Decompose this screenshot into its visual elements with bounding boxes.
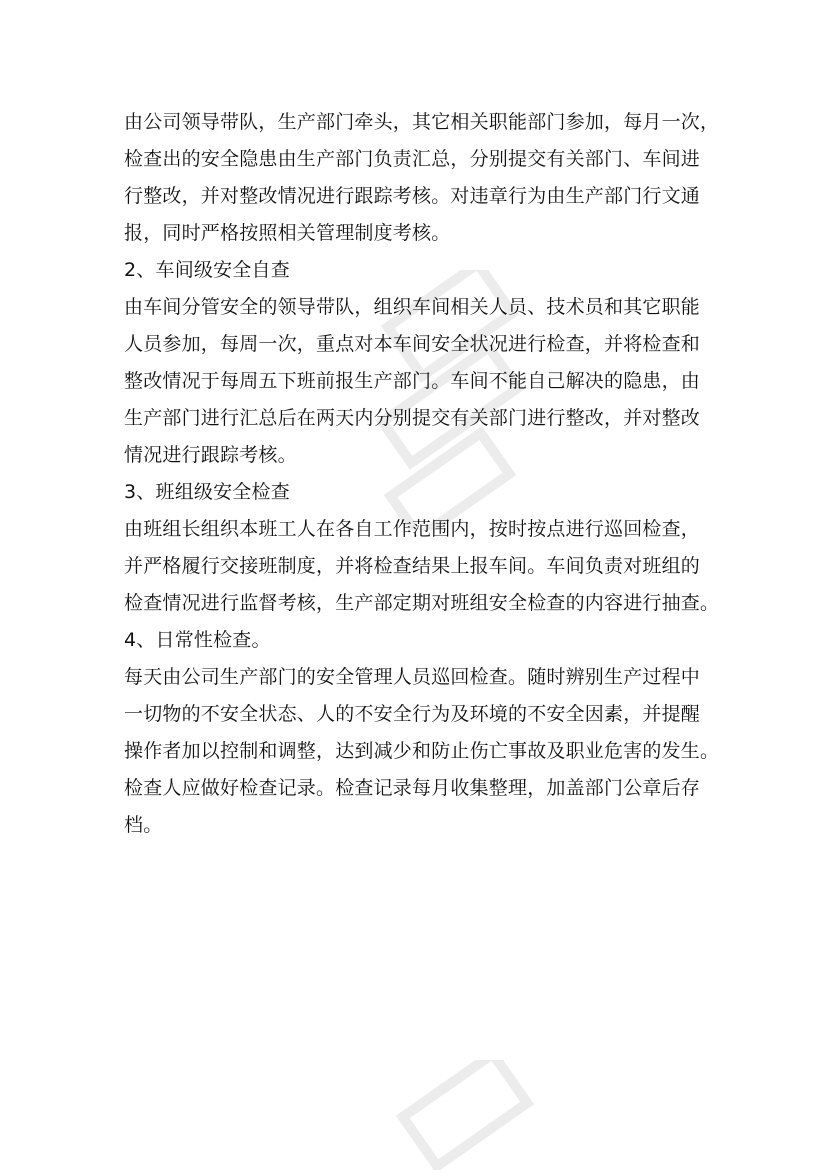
paragraph-line: 报，同时严格按照相关管理制度考核。 <box>124 222 451 244</box>
paragraph-line: 行整改，并对整改情况进行跟踪考核。对违章行为由生产部门行文通 <box>124 185 701 207</box>
paragraph-line: 一切物的不安全状态、人的不安全行为及环境的不安全因素，并提醒 <box>124 703 701 725</box>
section-heading: 2、车间级安全自查 <box>124 259 290 281</box>
section-heading: 3、班组级安全检查 <box>124 481 290 503</box>
paragraph-line: 检查出的安全隐患由生产部门负责汇总，分别提交有关部门、车间进 <box>124 148 701 170</box>
paragraph-line: 每天由公司生产部门的安全管理人员巡回检查。随时辨别生产过程中 <box>124 666 701 688</box>
paragraph-line: 由车间分管安全的领导带队，组织车间相关人员、技术员和其它职能 <box>124 296 701 318</box>
section-heading: 4、日常性检查。 <box>124 629 271 651</box>
paragraph-line: 由班组长组织本班工人在各自工作范围内，按时按点进行巡回检查， <box>124 518 701 540</box>
paragraph-line: 生产部门进行汇总后在两天内分别提交有关部门进行整改，并对整改 <box>124 407 701 429</box>
document-body <box>124 104 724 844</box>
watermark-logo-bottom <box>380 1060 550 1170</box>
paragraph-line: 操作者加以控制和调整，达到减少和防止伤亡事故及职业危害的发生。 <box>124 740 720 762</box>
paragraph-line: 由公司领导带队，生产部门牵头，其它相关职能部门参加，每月一次， <box>124 111 720 133</box>
paragraph-line: 档。 <box>124 814 163 836</box>
paragraph-line: 检查情况进行监督考核，生产部定期对班组安全检查的内容进行抽查。 <box>124 592 720 614</box>
paragraph-line: 并严格履行交接班制度，并将检查结果上报车间。车间负责对班组的 <box>124 555 701 577</box>
paragraph-line: 检查人应做好检查记录。检查记录每月收集整理，加盖部门公章后存 <box>124 777 701 799</box>
paragraph-line: 情况进行跟踪考核。 <box>124 444 297 466</box>
paragraph-line: 整改情况于每周五下班前报生产部门。车间不能自己解决的隐患，由 <box>124 370 701 392</box>
paragraph-line: 人员参加，每周一次，重点对本车间安全状况进行检查，并将检查和 <box>124 333 701 355</box>
